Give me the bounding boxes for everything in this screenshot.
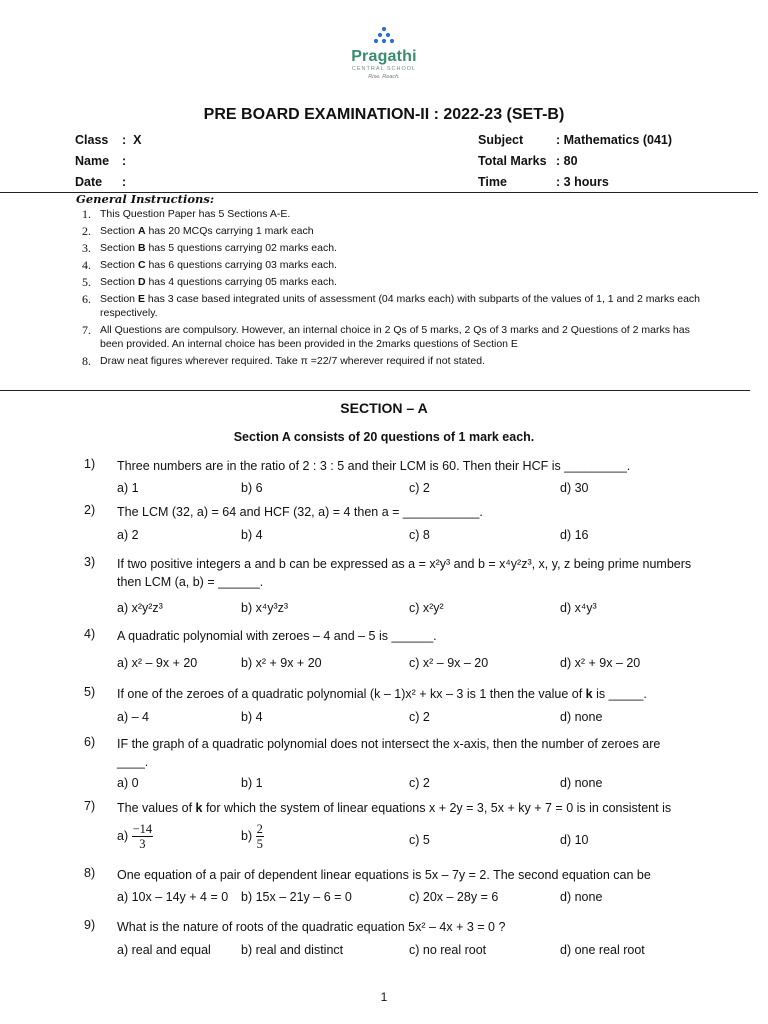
instruction-item: 5. Section D has 4 questions carrying 05 marks each. (82, 275, 337, 289)
question-text: The values of k for which the system of linear equations x + 2y = 3, 5x + ky + 7 = 0 is in consistent is (117, 801, 672, 815)
logo-name: Pragathi (351, 48, 417, 65)
question-text: Three numbers are in the ratio of 2 : 3 : 5 and their LCM is 60. Then their HCF is _________. (117, 459, 631, 473)
instruction-item: 6. Section E has 3 case based integrated units of assessment (04 marks each) with subparts of the values of 1, 1 and 2 marks each respectively. (82, 292, 701, 319)
option-c[interactable]: c) 2 (409, 481, 430, 495)
option-d[interactable]: d) x² + 9x – 20 (560, 656, 641, 670)
time-value: 3 hours (563, 175, 609, 189)
option-c[interactable]: c) x² – 9x – 20 (409, 656, 489, 670)
option-b[interactable]: b) 4 (241, 528, 263, 542)
option-b[interactable]: b) real and distinct (241, 943, 344, 957)
option-c[interactable]: c) 5 (409, 833, 430, 847)
question-3 (84, 555, 694, 591)
option-c[interactable]: c) 20x – 28y = 6 (409, 890, 499, 904)
question-number: 3) (84, 555, 96, 569)
option-a[interactable]: a) 0 (117, 776, 139, 790)
question-7 (84, 799, 694, 817)
question-2 (84, 503, 694, 521)
logo-dots-icon (371, 26, 397, 48)
exam-title: PRE BOARD EXAMINATION-II : 2022-23 (SET-B) (203, 106, 565, 123)
question-5 (84, 685, 694, 703)
option-b[interactable]: b) 4 (241, 710, 263, 724)
colon: : (122, 154, 134, 168)
time-row (478, 172, 672, 193)
option-b[interactable]: b) x⁴y³z³ (241, 601, 289, 615)
question-number: 1) (84, 457, 96, 471)
date-label: Date (75, 175, 103, 189)
logo-subtitle: CENTRAL SCHOOL (351, 66, 417, 72)
option-b[interactable]: b) 1 (241, 776, 263, 790)
question-4 (84, 627, 694, 645)
option-d[interactable]: d) 30 (560, 481, 589, 495)
question-9 (84, 918, 694, 936)
instruction-item: 2. Section A has 20 MCQs carrying 1 mark each (82, 224, 314, 238)
instructions-list (82, 207, 702, 371)
section-title: SECTION – A (340, 400, 428, 416)
question-text: One equation of a pair of dependent linear equations is 5x – 7y = 2. The second equation can be (117, 868, 651, 882)
option-c[interactable]: c) 2 (409, 710, 430, 724)
question-text: The LCM (32, a) = 64 and HCF (32, a) = 4 then a = ___________. (117, 505, 483, 519)
option-d[interactable]: d) none (560, 890, 603, 904)
question-text: IF the graph of a quadratic polynomial does not intersect the x-axis, then the number of zeroes are ____. (117, 737, 661, 769)
colon: : (556, 175, 564, 189)
name-label: Name (75, 154, 110, 168)
option-d[interactable]: d) none (560, 776, 603, 790)
option-b[interactable]: b) 6 (241, 481, 263, 495)
exam-info (478, 130, 672, 193)
option-d[interactable]: d) 16 (560, 528, 589, 542)
instructions-divider (0, 390, 750, 391)
question-number: 8) (84, 866, 96, 880)
colon: : (122, 175, 134, 189)
option-c[interactable]: c) no real root (409, 943, 487, 957)
option-b[interactable]: b) x² + 9x + 20 (241, 656, 322, 670)
option-a[interactable]: a) 10x – 14y + 4 = 0 (117, 890, 229, 904)
question-number: 2) (84, 503, 96, 517)
question-number: 9) (84, 918, 96, 932)
total-marks-label: Total Marks (478, 154, 547, 168)
question-1 (84, 457, 694, 475)
option-c[interactable]: c) x²y² (409, 601, 444, 615)
question-6 (84, 735, 694, 771)
total-marks-value: 80 (563, 154, 578, 168)
instruction-item: 4. Section C has 6 questions carrying 03 marks each. (82, 258, 337, 272)
option-c[interactable]: c) 2 (409, 776, 430, 790)
option-a[interactable]: a) x² – 9x + 20 (117, 656, 198, 670)
subject-label: Subject (478, 133, 524, 147)
name-row (75, 151, 141, 172)
instruction-item: 3. Section B has 5 questions carrying 02 marks each. (82, 241, 337, 255)
question-text: If two positive integers a and b can be expressed as a = x²y³ and b = x⁴y²z³, x, y, z being prime numbers then LCM (a, b) = ______. (117, 557, 692, 589)
student-info (75, 130, 141, 193)
subject-row (478, 130, 672, 151)
instruction-item: 1. This Question Paper has 5 Sections A-E. (82, 207, 291, 221)
option-a[interactable]: a) $\frac{-14}{3}$ (117, 822, 153, 851)
option-b[interactable]: b) $\frac{2}{5}$ (241, 822, 263, 851)
option-c[interactable]: c) 8 (409, 528, 430, 542)
section-subtitle: Section A consists of 20 questions of 1 mark each. (233, 430, 535, 444)
option-a[interactable]: a) x²y²z³ (117, 601, 163, 615)
instruction-item: 8. Draw neat figures wherever required. Take π =22/7 wherever required if not stated. (82, 354, 485, 368)
colon: : (122, 133, 134, 147)
option-d[interactable]: d) one real root (560, 943, 645, 957)
time-label: Time (478, 175, 507, 189)
option-a[interactable]: a) – 4 (117, 710, 149, 724)
option-a[interactable]: a) real and equal (117, 943, 211, 957)
subject-value: Mathematics (041) (563, 133, 673, 147)
option-d[interactable]: d) none (560, 710, 603, 724)
question-number: 4) (84, 627, 96, 641)
fraction: $\frac{2}{5}$ (256, 822, 263, 851)
question-8 (84, 866, 694, 884)
option-a[interactable]: a) 2 (117, 528, 139, 542)
date-row (75, 172, 141, 193)
class-value: X (133, 133, 142, 147)
instruction-item: 7. All Questions are compulsory. However, an internal choice in 2 Qs of 5 marks, 2 Qs of 3 marks and 2 Questions of 2 marks has been provided. An internal choice has been provided in the 2marks questions of Section E (82, 323, 690, 350)
question-text: What is the nature of roots of the quadratic equation 5x² – 4x + 3 = 0 ? (117, 920, 506, 934)
instructions-title: General Instructions: (76, 192, 215, 206)
fraction: $\frac{-14}{3}$ (132, 822, 153, 851)
page-number: 1 (380, 990, 388, 1004)
logo-tagline: Rise. Reach. (368, 74, 400, 80)
question-number: 6) (84, 735, 96, 749)
colon: : (556, 154, 564, 168)
option-a[interactable]: a) 1 (117, 481, 139, 495)
question-text: A quadratic polynomial with zeroes – 4 and – 5 is ______. (117, 629, 437, 643)
question-number: 7) (84, 799, 96, 813)
question-text: If one of the zeroes of a quadratic polynomial (k – 1)x² + kx – 3 is 1 then the value of k is _____. (117, 687, 647, 701)
school-logo (0, 26, 768, 80)
option-d[interactable]: d) 10 (560, 833, 589, 847)
total-marks-row (478, 151, 672, 172)
question-number: 5) (84, 685, 96, 699)
class-label: Class (75, 133, 109, 147)
option-b[interactable]: b) 15x – 21y – 6 = 0 (241, 890, 352, 904)
colon: : (556, 133, 564, 147)
class-row (75, 130, 141, 151)
option-d[interactable]: d) x⁴y³ (560, 601, 597, 615)
